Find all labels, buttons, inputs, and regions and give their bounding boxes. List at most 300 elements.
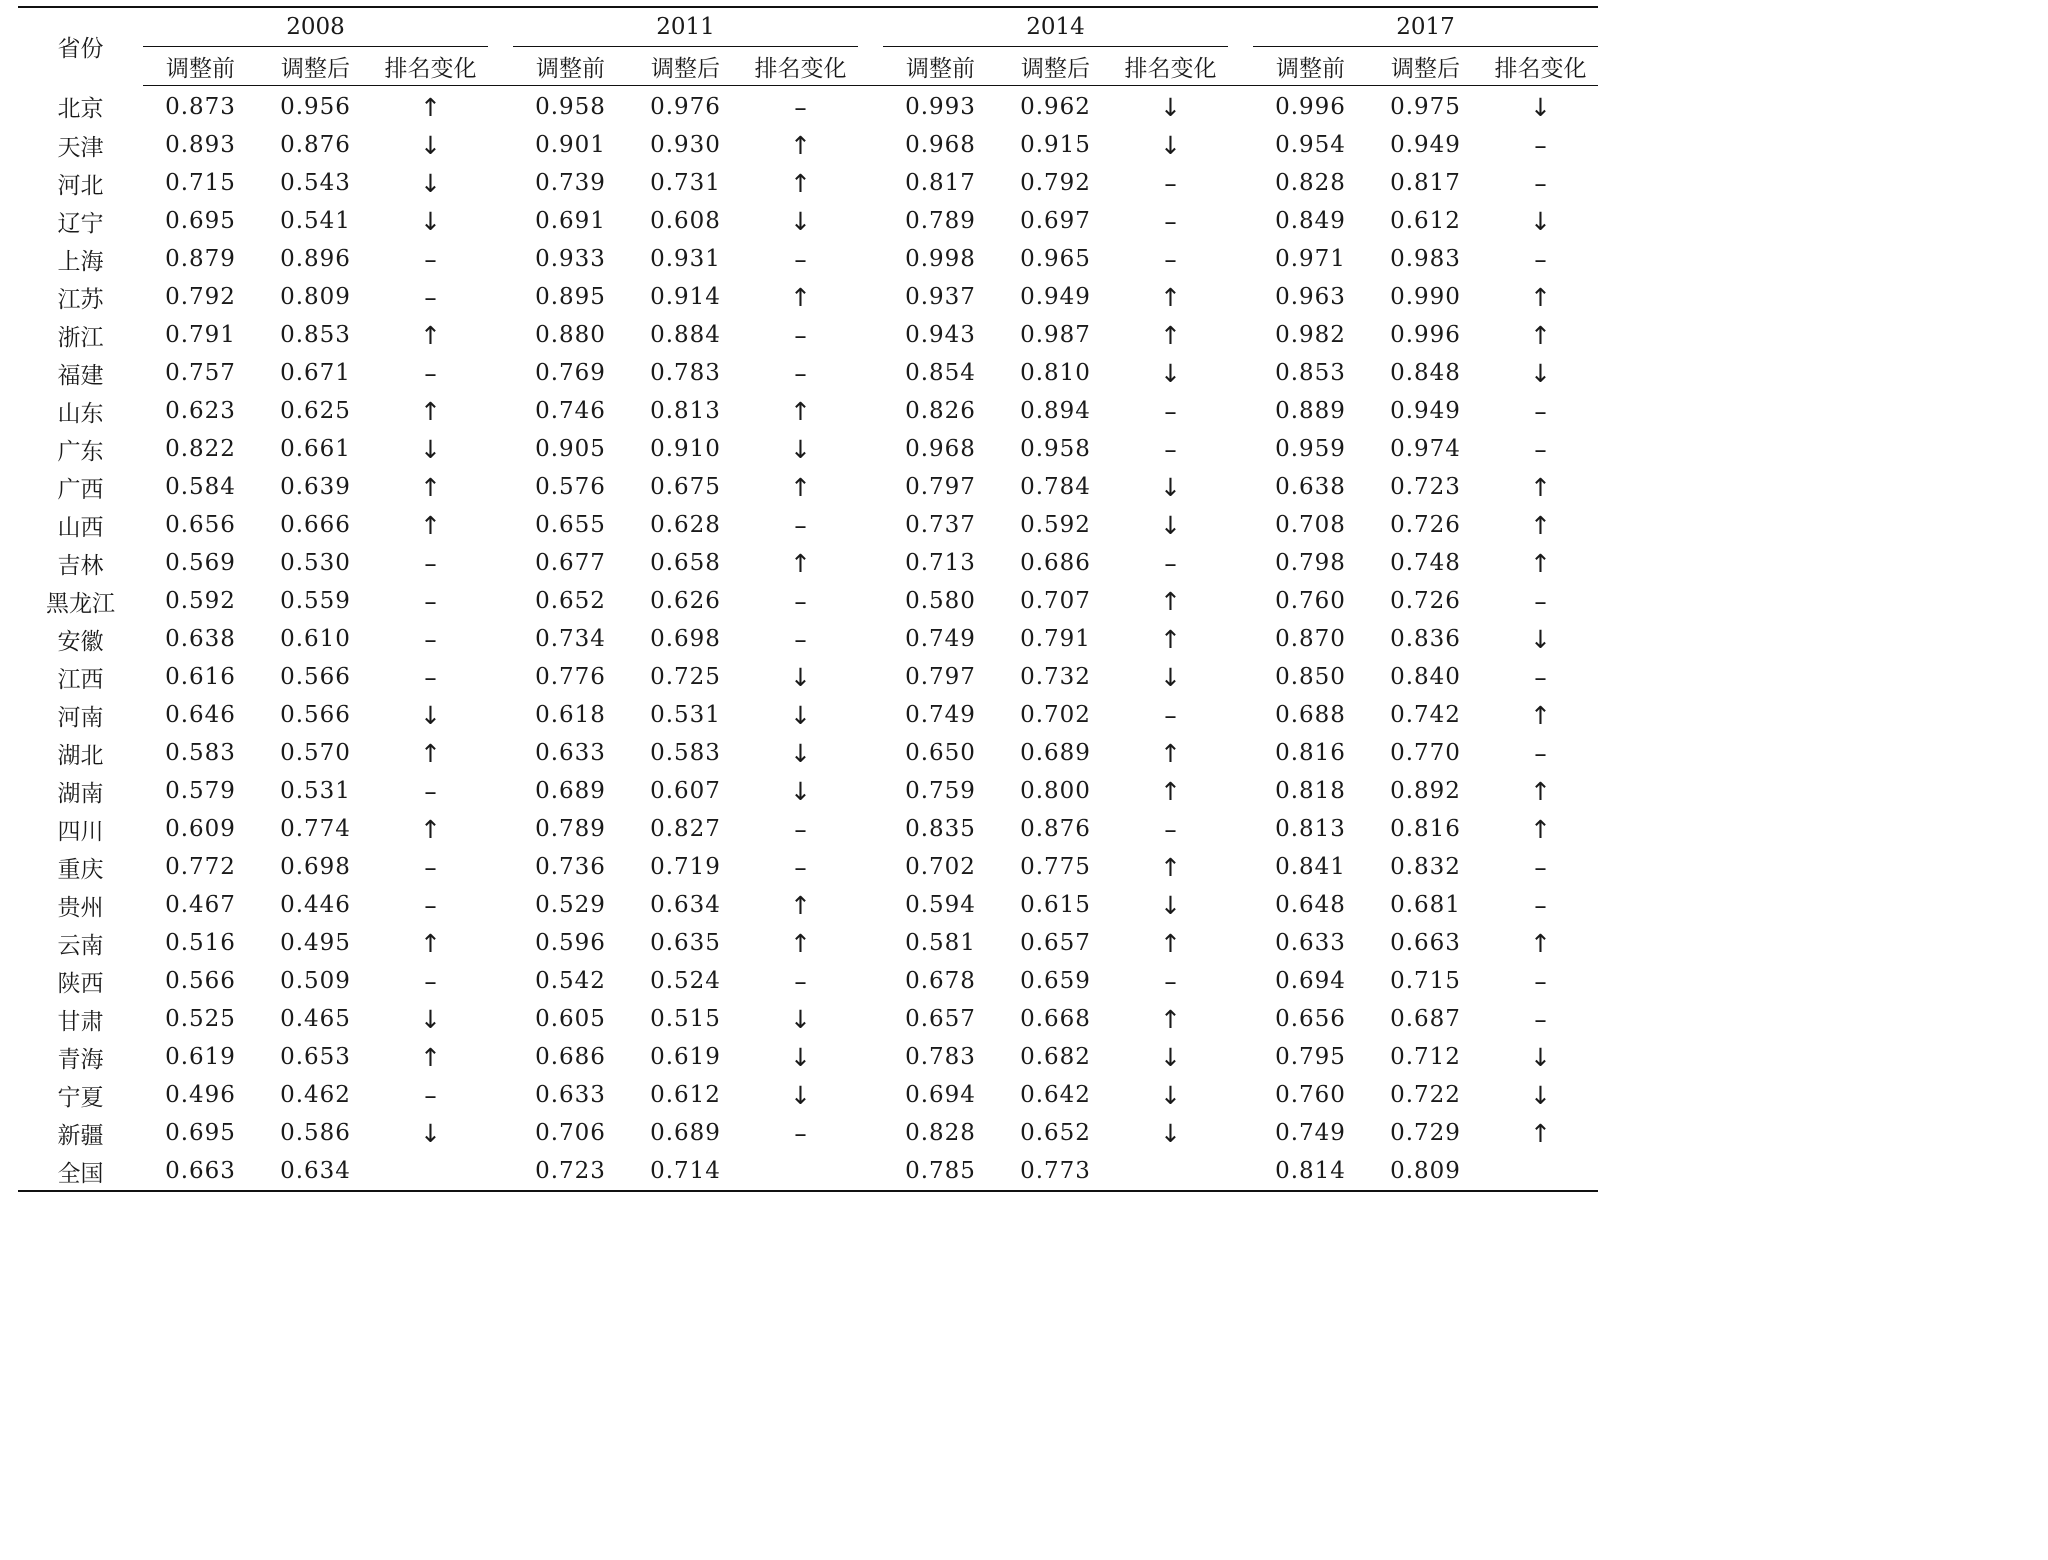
value-after-2011: 0.910 bbox=[650, 436, 721, 462]
rank-change-2014: – bbox=[1164, 548, 1177, 578]
table-row bbox=[18, 772, 1598, 810]
province-cell: 新疆 bbox=[57, 1122, 104, 1149]
value-before-2011: 0.789 bbox=[535, 816, 606, 842]
province-cell: 广西 bbox=[57, 476, 104, 503]
value-before-2011: 0.746 bbox=[535, 398, 606, 424]
rank-change-2011: – bbox=[794, 852, 807, 882]
value-before-2008: 0.584 bbox=[165, 474, 236, 500]
sub-header-rank-change: 排名变化 bbox=[373, 47, 488, 86]
gap bbox=[858, 1076, 883, 1114]
gap bbox=[1228, 392, 1253, 430]
value-before-2014: 0.783 bbox=[905, 1044, 976, 1070]
value-before-2011: 0.776 bbox=[535, 664, 606, 690]
value-after-2011: 0.608 bbox=[650, 208, 721, 234]
rank-change-2017: – bbox=[1534, 168, 1547, 198]
rank-change-2017: – bbox=[1534, 662, 1547, 692]
rank-change-2011: – bbox=[794, 358, 807, 388]
gap bbox=[858, 240, 883, 278]
gap bbox=[1228, 354, 1253, 392]
value-before-2014: 0.993 bbox=[905, 94, 976, 120]
rank-change-2008: ↑ bbox=[420, 814, 441, 844]
value-after-2011: 0.976 bbox=[650, 94, 721, 120]
value-after-2008: 0.634 bbox=[258, 1152, 373, 1191]
rank-change-2014: ↓ bbox=[1160, 92, 1181, 122]
province-cell: 江苏 bbox=[57, 286, 104, 313]
gap bbox=[488, 202, 513, 240]
value-after-2008: 0.639 bbox=[280, 474, 351, 500]
rank-change-2017: ↑ bbox=[1530, 548, 1551, 578]
value-after-2017: 0.742 bbox=[1390, 702, 1461, 728]
province-cell: 山东 bbox=[57, 400, 104, 427]
province-cell: 青海 bbox=[57, 1046, 104, 1073]
gap bbox=[858, 468, 883, 506]
value-after-2011: 0.628 bbox=[650, 512, 721, 538]
value-after-2008: 0.509 bbox=[280, 968, 351, 994]
value-before-2014: 0.650 bbox=[905, 740, 976, 766]
gap bbox=[1228, 848, 1253, 886]
rank-change-2017: ↓ bbox=[1530, 358, 1551, 388]
rank-change-2014: ↓ bbox=[1160, 510, 1181, 540]
value-before-2011: 0.633 bbox=[535, 740, 606, 766]
value-after-2014: 0.659 bbox=[1020, 968, 1091, 994]
rank-change-2017: – bbox=[1534, 738, 1547, 768]
value-after-2014: 0.702 bbox=[1020, 702, 1091, 728]
gap bbox=[488, 506, 513, 544]
rank-change-2008: – bbox=[424, 966, 437, 996]
rank-change-2008: ↑ bbox=[420, 320, 441, 350]
value-after-2008: 0.625 bbox=[280, 398, 351, 424]
gap bbox=[488, 810, 513, 848]
rank-change-2014: – bbox=[1164, 168, 1177, 198]
value-after-2008: 0.666 bbox=[280, 512, 351, 538]
value-after-2011: 0.675 bbox=[650, 474, 721, 500]
province-cell: 湖北 bbox=[57, 742, 104, 769]
rank-change-2017: – bbox=[1534, 130, 1547, 160]
rank-change-2017: – bbox=[1534, 966, 1547, 996]
rank-change-2017: – bbox=[1534, 434, 1547, 464]
value-after-2014: 0.697 bbox=[1020, 208, 1091, 234]
gap bbox=[488, 86, 513, 127]
table-row bbox=[18, 126, 1598, 164]
value-after-2014: 0.775 bbox=[1020, 854, 1091, 880]
year-header-2014: 2014 bbox=[883, 7, 1228, 47]
value-before-2011: 0.736 bbox=[535, 854, 606, 880]
table-header bbox=[18, 7, 1598, 86]
gap bbox=[858, 544, 883, 582]
gap bbox=[488, 544, 513, 582]
value-after-2017: 0.817 bbox=[1390, 170, 1461, 196]
province-cell: 云南 bbox=[57, 932, 104, 959]
value-before-2008: 0.609 bbox=[165, 816, 236, 842]
rank-change-2014: – bbox=[1164, 434, 1177, 464]
rank-change-2014: – bbox=[1164, 966, 1177, 996]
value-before-2014: 0.797 bbox=[905, 474, 976, 500]
value-before-2014: 0.580 bbox=[905, 588, 976, 614]
province-header: 省份 bbox=[18, 7, 143, 86]
province-cell: 四川 bbox=[57, 818, 104, 845]
value-before-2008: 0.619 bbox=[165, 1044, 236, 1070]
rank-change-2011: ↓ bbox=[790, 1004, 811, 1034]
value-before-2008: 0.623 bbox=[165, 398, 236, 424]
value-after-2011: 0.827 bbox=[650, 816, 721, 842]
value-after-2014: 0.800 bbox=[1020, 778, 1091, 804]
value-before-2017: 0.849 bbox=[1275, 208, 1346, 234]
province-cell: 甘肃 bbox=[57, 1008, 104, 1035]
rank-change-2011: ↑ bbox=[790, 928, 811, 958]
province-cell: 山西 bbox=[57, 514, 104, 541]
value-before-2011: 0.901 bbox=[535, 132, 606, 158]
rank-change-2011: – bbox=[794, 814, 807, 844]
value-after-2017: 0.974 bbox=[1390, 436, 1461, 462]
value-after-2017: 0.983 bbox=[1390, 246, 1461, 272]
value-before-2017: 0.828 bbox=[1275, 170, 1346, 196]
rank-change-2008: ↑ bbox=[420, 928, 441, 958]
value-after-2014: 0.682 bbox=[1020, 1044, 1091, 1070]
value-before-2011: 0.905 bbox=[535, 436, 606, 462]
table-row bbox=[18, 506, 1598, 544]
table-row bbox=[18, 886, 1598, 924]
value-before-2011: 0.880 bbox=[535, 322, 606, 348]
table-row bbox=[18, 86, 1598, 127]
value-before-2008: 0.656 bbox=[165, 512, 236, 538]
gap bbox=[488, 1038, 513, 1076]
value-before-2011: 0.734 bbox=[535, 626, 606, 652]
rank-change-2017: – bbox=[1534, 1004, 1547, 1034]
value-before-2014: 0.797 bbox=[905, 664, 976, 690]
gap bbox=[1228, 86, 1253, 127]
gap bbox=[488, 962, 513, 1000]
rank-change-2014: ↓ bbox=[1160, 662, 1181, 692]
value-before-2017: 0.850 bbox=[1275, 664, 1346, 690]
table-row bbox=[18, 734, 1598, 772]
gap bbox=[1228, 1000, 1253, 1038]
province-cell: 河北 bbox=[57, 172, 104, 199]
value-after-2008: 0.671 bbox=[280, 360, 351, 386]
value-after-2008: 0.896 bbox=[280, 246, 351, 272]
value-before-2017: 0.963 bbox=[1275, 284, 1346, 310]
rank-change-2017: ↑ bbox=[1530, 1118, 1551, 1148]
rank-change-2017: ↓ bbox=[1530, 206, 1551, 236]
value-before-2017: 0.889 bbox=[1275, 398, 1346, 424]
value-before-2014: 0.968 bbox=[905, 436, 976, 462]
rank-change-2017: ↑ bbox=[1530, 320, 1551, 350]
gap bbox=[1228, 734, 1253, 772]
value-after-2017: 0.990 bbox=[1390, 284, 1461, 310]
rank-change-2008 bbox=[373, 1152, 488, 1191]
value-before-2014: 0.594 bbox=[905, 892, 976, 918]
sub-header-before: 调整前 bbox=[513, 47, 628, 86]
value-before-2014: 0.854 bbox=[905, 360, 976, 386]
gap bbox=[1228, 962, 1253, 1000]
value-after-2008: 0.559 bbox=[280, 588, 351, 614]
gap bbox=[858, 620, 883, 658]
table-row bbox=[18, 202, 1598, 240]
rank-change-2014: – bbox=[1164, 244, 1177, 274]
value-after-2014: 0.615 bbox=[1020, 892, 1091, 918]
value-after-2011: 0.515 bbox=[650, 1006, 721, 1032]
year-header-2008: 2008 bbox=[143, 7, 488, 47]
value-after-2014: 0.810 bbox=[1020, 360, 1091, 386]
value-before-2017: 0.760 bbox=[1275, 588, 1346, 614]
value-before-2017: 0.795 bbox=[1275, 1044, 1346, 1070]
value-before-2014: 0.581 bbox=[905, 930, 976, 956]
sub-header-after: 调整后 bbox=[1368, 47, 1483, 86]
value-after-2017: 0.949 bbox=[1390, 132, 1461, 158]
rank-change-2014: ↓ bbox=[1160, 1118, 1181, 1148]
value-after-2008: 0.809 bbox=[280, 284, 351, 310]
gap bbox=[488, 772, 513, 810]
gap bbox=[858, 886, 883, 924]
rank-change-2011: ↓ bbox=[790, 700, 811, 730]
value-after-2017: 0.996 bbox=[1390, 322, 1461, 348]
value-after-2014: 0.592 bbox=[1020, 512, 1091, 538]
rank-change-2011: ↑ bbox=[790, 472, 811, 502]
rank-change-2017: – bbox=[1534, 890, 1547, 920]
rank-change-2008: – bbox=[424, 586, 437, 616]
value-before-2011: 0.958 bbox=[535, 94, 606, 120]
province-cell: 黑龙江 bbox=[46, 590, 115, 617]
value-before-2014: 0.759 bbox=[905, 778, 976, 804]
gap bbox=[488, 582, 513, 620]
rank-change-2011: ↑ bbox=[790, 168, 811, 198]
value-after-2017: 0.726 bbox=[1390, 512, 1461, 538]
gap bbox=[488, 1152, 513, 1191]
rank-change-2017: ↑ bbox=[1530, 814, 1551, 844]
gap bbox=[1228, 278, 1253, 316]
value-before-2017: 0.959 bbox=[1275, 436, 1346, 462]
value-before-2014: 0.737 bbox=[905, 512, 976, 538]
value-after-2014: 0.987 bbox=[1020, 322, 1091, 348]
province-cell: 重庆 bbox=[57, 856, 104, 883]
value-after-2008: 0.541 bbox=[280, 208, 351, 234]
rank-change-2011: ↓ bbox=[790, 434, 811, 464]
value-before-2017: 0.841 bbox=[1275, 854, 1346, 880]
province-cell: 全国 bbox=[18, 1152, 143, 1191]
value-after-2011: 0.635 bbox=[650, 930, 721, 956]
sub-header-rank-change: 排名变化 bbox=[1113, 47, 1228, 86]
value-before-2011: 0.652 bbox=[535, 588, 606, 614]
value-before-2011: 0.933 bbox=[535, 246, 606, 272]
rank-change-2011: ↑ bbox=[790, 130, 811, 160]
rank-change-2017 bbox=[1483, 1152, 1598, 1191]
rank-change-2014: ↑ bbox=[1160, 282, 1181, 312]
gap bbox=[1228, 582, 1253, 620]
rank-change-2014: – bbox=[1164, 396, 1177, 426]
rank-change-2014: ↑ bbox=[1160, 1004, 1181, 1034]
value-before-2008: 0.879 bbox=[165, 246, 236, 272]
rank-change-2017: ↑ bbox=[1530, 282, 1551, 312]
gap bbox=[488, 886, 513, 924]
province-cell: 陕西 bbox=[57, 970, 104, 997]
value-before-2011: 0.895 bbox=[535, 284, 606, 310]
rank-change-2011: – bbox=[794, 244, 807, 274]
value-before-2017: 0.971 bbox=[1275, 246, 1346, 272]
value-after-2008: 0.698 bbox=[280, 854, 351, 880]
gap bbox=[488, 354, 513, 392]
rank-change-2011: ↓ bbox=[790, 1042, 811, 1072]
value-after-2014: 0.657 bbox=[1020, 930, 1091, 956]
header-row-years bbox=[18, 7, 1598, 47]
value-before-2011: 0.633 bbox=[535, 1082, 606, 1108]
gap bbox=[858, 1038, 883, 1076]
value-before-2011: 0.739 bbox=[535, 170, 606, 196]
value-after-2008: 0.530 bbox=[280, 550, 351, 576]
value-before-2017: 0.870 bbox=[1275, 626, 1346, 652]
rank-change-2014: – bbox=[1164, 700, 1177, 730]
value-after-2014: 0.949 bbox=[1020, 284, 1091, 310]
province-cell: 浙江 bbox=[57, 324, 104, 351]
gap bbox=[1228, 126, 1253, 164]
gap bbox=[858, 278, 883, 316]
gap bbox=[858, 696, 883, 734]
value-before-2011: 0.529 bbox=[535, 892, 606, 918]
gap bbox=[1228, 7, 1253, 47]
value-after-2017: 0.809 bbox=[1368, 1152, 1483, 1191]
value-after-2011: 0.884 bbox=[650, 322, 721, 348]
value-after-2008: 0.586 bbox=[280, 1120, 351, 1146]
sub-header-after: 调整后 bbox=[628, 47, 743, 86]
value-after-2014: 0.707 bbox=[1020, 588, 1091, 614]
table-row bbox=[18, 1000, 1598, 1038]
rank-change-2008: ↓ bbox=[420, 206, 441, 236]
value-after-2014: 0.689 bbox=[1020, 740, 1091, 766]
value-after-2014: 0.773 bbox=[998, 1152, 1113, 1191]
value-before-2014: 0.713 bbox=[905, 550, 976, 576]
value-after-2011: 0.531 bbox=[650, 702, 721, 728]
gap bbox=[488, 392, 513, 430]
rank-change-2014: ↑ bbox=[1160, 852, 1181, 882]
value-before-2014: 0.678 bbox=[905, 968, 976, 994]
value-before-2014: 0.968 bbox=[905, 132, 976, 158]
gap bbox=[1228, 316, 1253, 354]
sub-header-after: 调整后 bbox=[258, 47, 373, 86]
rank-change-2008: – bbox=[424, 282, 437, 312]
rank-change-2014: ↑ bbox=[1160, 320, 1181, 350]
value-after-2017: 0.832 bbox=[1390, 854, 1461, 880]
table-body bbox=[18, 86, 1598, 1192]
value-before-2011: 0.596 bbox=[535, 930, 606, 956]
value-after-2011: 0.634 bbox=[650, 892, 721, 918]
gap bbox=[1228, 1114, 1253, 1152]
rank-change-2011: – bbox=[794, 320, 807, 350]
value-after-2014: 0.642 bbox=[1020, 1082, 1091, 1108]
rank-change-2008: ↑ bbox=[420, 1042, 441, 1072]
gap bbox=[858, 962, 883, 1000]
rank-change-2014: ↓ bbox=[1160, 130, 1181, 160]
rank-change-2011: ↓ bbox=[790, 738, 811, 768]
value-after-2014: 0.732 bbox=[1020, 664, 1091, 690]
value-before-2008: 0.569 bbox=[165, 550, 236, 576]
rank-change-2008: ↓ bbox=[420, 700, 441, 730]
value-after-2011: 0.914 bbox=[650, 284, 721, 310]
gap bbox=[1228, 544, 1253, 582]
value-before-2014: 0.835 bbox=[905, 816, 976, 842]
year-header-2017: 2017 bbox=[1253, 7, 1598, 47]
value-after-2014: 0.876 bbox=[1020, 816, 1091, 842]
rank-change-2014: ↓ bbox=[1160, 890, 1181, 920]
rank-change-2017: ↑ bbox=[1530, 928, 1551, 958]
value-after-2008: 0.661 bbox=[280, 436, 351, 462]
table-row bbox=[18, 316, 1598, 354]
gap bbox=[488, 658, 513, 696]
rank-change-2017: ↑ bbox=[1530, 510, 1551, 540]
value-after-2017: 0.681 bbox=[1390, 892, 1461, 918]
value-after-2008: 0.543 bbox=[280, 170, 351, 196]
gap bbox=[488, 848, 513, 886]
value-after-2017: 0.723 bbox=[1390, 474, 1461, 500]
rank-change-2008: ↓ bbox=[420, 1118, 441, 1148]
gap bbox=[858, 47, 883, 86]
table-row bbox=[18, 392, 1598, 430]
value-before-2011: 0.691 bbox=[535, 208, 606, 234]
rank-change-2008: – bbox=[424, 662, 437, 692]
value-after-2008: 0.853 bbox=[280, 322, 351, 348]
rank-change-2017: ↑ bbox=[1530, 700, 1551, 730]
rank-change-2008: – bbox=[424, 890, 437, 920]
value-after-2011: 0.725 bbox=[650, 664, 721, 690]
value-after-2017: 0.663 bbox=[1390, 930, 1461, 956]
value-after-2017: 0.612 bbox=[1390, 208, 1461, 234]
value-after-2014: 0.915 bbox=[1020, 132, 1091, 158]
rank-change-2014: ↓ bbox=[1160, 358, 1181, 388]
value-before-2014: 0.785 bbox=[883, 1152, 998, 1191]
value-after-2014: 0.962 bbox=[1020, 94, 1091, 120]
rank-change-2014: ↓ bbox=[1160, 1042, 1181, 1072]
value-after-2011: 0.524 bbox=[650, 968, 721, 994]
gap bbox=[1228, 772, 1253, 810]
gap bbox=[858, 354, 883, 392]
gap bbox=[488, 240, 513, 278]
province-cell: 福建 bbox=[57, 362, 104, 389]
gap bbox=[488, 1076, 513, 1114]
value-after-2008: 0.446 bbox=[280, 892, 351, 918]
value-after-2017: 0.840 bbox=[1390, 664, 1461, 690]
rank-change-2011: – bbox=[794, 1118, 807, 1148]
province-cell: 湖南 bbox=[57, 780, 104, 807]
rank-change-2017: ↓ bbox=[1530, 624, 1551, 654]
value-before-2017: 0.656 bbox=[1275, 1006, 1346, 1032]
value-before-2017: 0.688 bbox=[1275, 702, 1346, 728]
value-before-2017: 0.648 bbox=[1275, 892, 1346, 918]
rank-change-2014: ↓ bbox=[1160, 472, 1181, 502]
rank-change-2008: ↑ bbox=[420, 738, 441, 768]
sub-header-rank-change: 排名变化 bbox=[1483, 47, 1598, 86]
rank-change-2011: – bbox=[794, 966, 807, 996]
rank-change-2017: ↓ bbox=[1530, 92, 1551, 122]
value-before-2014: 0.702 bbox=[905, 854, 976, 880]
value-after-2014: 0.894 bbox=[1020, 398, 1091, 424]
value-before-2008: 0.791 bbox=[165, 322, 236, 348]
value-before-2017: 0.708 bbox=[1275, 512, 1346, 538]
table-row bbox=[18, 1038, 1598, 1076]
value-before-2011: 0.677 bbox=[535, 550, 606, 576]
value-after-2014: 0.686 bbox=[1020, 550, 1091, 576]
gap bbox=[1228, 658, 1253, 696]
value-before-2017: 0.818 bbox=[1275, 778, 1346, 804]
gap bbox=[858, 924, 883, 962]
value-before-2014: 0.817 bbox=[905, 170, 976, 196]
rank-change-2008: ↓ bbox=[420, 130, 441, 160]
rank-change-2008: – bbox=[424, 1080, 437, 1110]
value-before-2011: 0.686 bbox=[535, 1044, 606, 1070]
value-after-2011: 0.719 bbox=[650, 854, 721, 880]
value-after-2017: 0.836 bbox=[1390, 626, 1461, 652]
rank-change-2008: ↓ bbox=[420, 1004, 441, 1034]
table-row bbox=[18, 164, 1598, 202]
value-after-2011: 0.698 bbox=[650, 626, 721, 652]
value-before-2008: 0.467 bbox=[165, 892, 236, 918]
gap bbox=[1228, 1152, 1253, 1191]
